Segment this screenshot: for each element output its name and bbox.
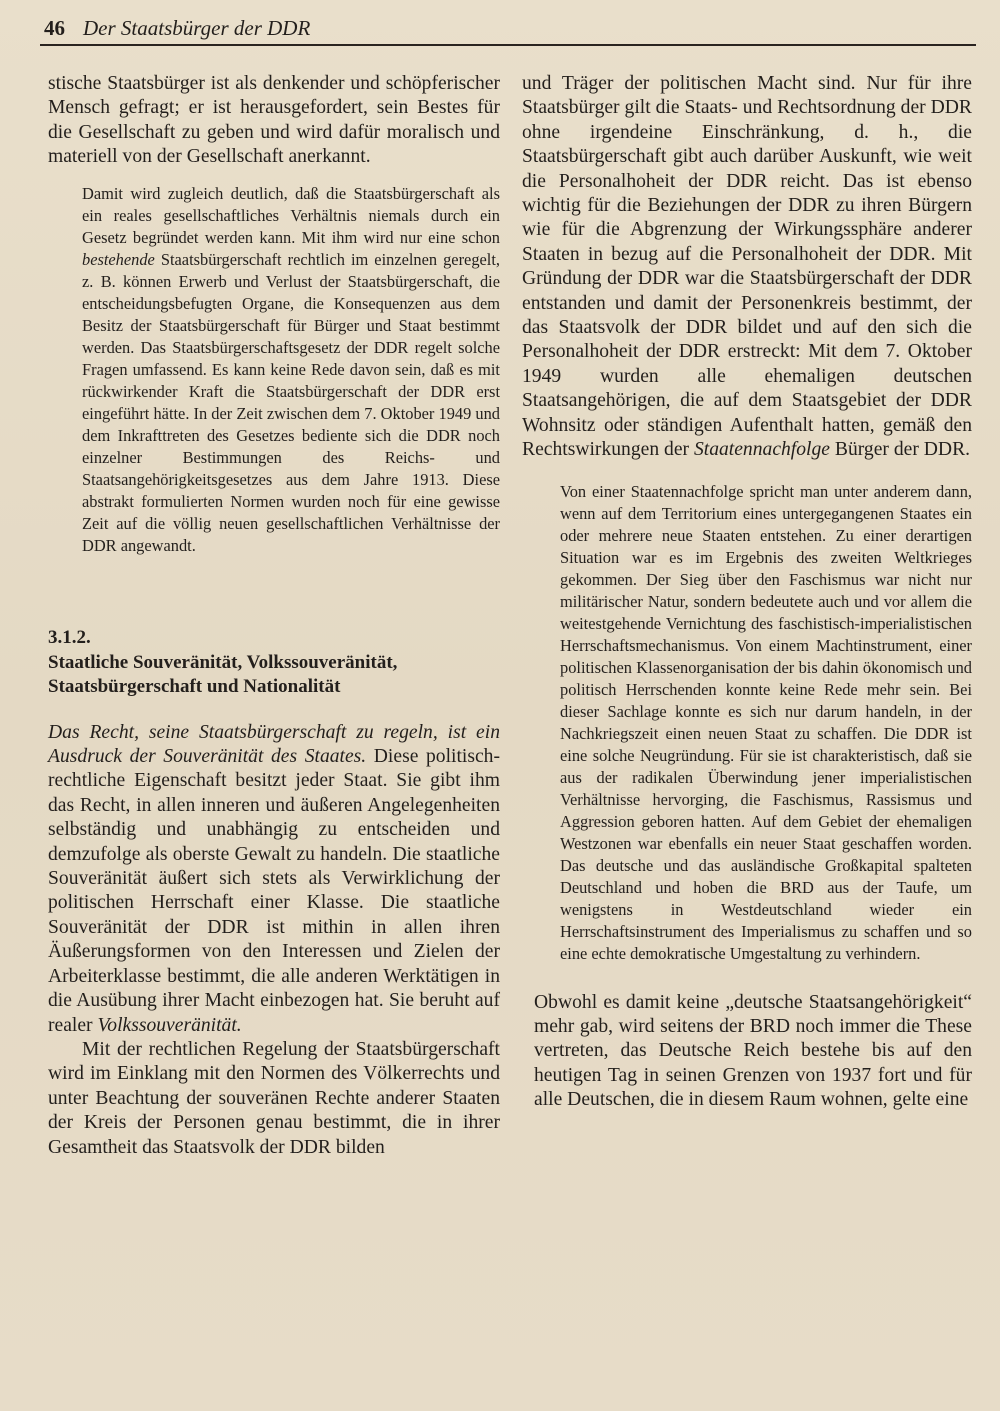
page-header [44,16,970,42]
header-rule [40,44,976,46]
left-paragraph-1: stische Staatsbürger ist als denkender und schöpferischer Mensch gefragt; er ist herausgefordert, sein Bestes für die Gesellschaft zu geben und wird dafür moralisch und materiell von der Gesellschaft anerkannt. [48,73,500,168]
note-text-a: Damit wird zugleich deutlich, daß die Staatsbürgerschaft als ein reales gesellschaftliches Verhältnis niemals durch ein Gesetz begründet werden kann. Mit ihm wird nur eine schon [82,183,500,247]
paragraph-2-text: Diese politisch-rechtliche Eigenschaft besitzt jeder Staat. Sie gibt ihm das Recht, in allen inneren und äußeren Angelegenheiten selbständig und unabhängig zu entscheiden und demzufolge als oberste Gewalt zu handeln. Die staatliche Souveränität äußert sich stets als Verwirklichung der politischen Herrschaft einer Klasse. Die staatliche Souveränität der DDR ist mithin in allen ihren Äußerungsformen von den Interessen und Zielen der Arbeiterklasse bestimmt, die alle anderen Werktätigen in die Ausübung ihrer Macht einbezogen hat. Sie beruht auf realer [48,746,500,1036]
left-paragraph-3: Mit der rechtlichen Regelung der Staatsbürgerschaft wird im Einklang mit den Normen des Völkerrechts und unter Beachtung der souveränen Rechte anderer Staaten der Kreis der Personen genau bestimmt, die in ihrer Gesamtheit das Staatsvolk der DDR bilden [48,1038,500,1158]
running-title: Der Staatsbürger der DDR [83,16,311,40]
page-number: 46 [44,16,65,40]
section-title: Staatliche Souveränität, Volkssouveränität, Staatsbürgerschaft und Nationalität [48,651,398,697]
right-p1-emphasis: Staatennachfolge [693,439,830,461]
left-column [48,72,500,1160]
note-text-b: Staatsbürgerschaft rechtlich im einzelnen geregelt, z. B. können Erwerb und Verlust der Staatsbürgerschaft, die entscheidungsbefugten Organe, die Konsequenzen aus dem Besitz der Staatsbürgerschaft für Bürger und Staat bestimmt werden. Das Staatsbürgerschaftsgesetz der DDR regelt solche Fragen umfassend. Es kann keine Rede davon sein, daß es mit rückwirkender Kraft die Staatsbürgerschaft der DDR erst eingeführt hätte. In der Zeit zwischen dem 7. Oktober 1949 und dem Inkrafttreten des Gesetzes bediente sich die DDR noch einzelner Bestimmungen des Reichs- und Staatsangehörigkeitsgesetzes aus dem Jahre 1913. Diese abstrakt formulierten Normen wurden noch für eine gewisse Zeit auf die völlig neuen gesellschaftlichen Verhältnisse der DDR angewandt. [82,249,500,555]
right-p1-text-b: Bürger der DDR. [830,439,971,461]
right-note-paragraph: Von einer Staatennachfolge spricht man unter anderem dann, wenn auf dem Territorium eines untergegangenen Staates ein oder mehrere neue Staaten entstehen. Zu einer derartigen Situation war es im Ergebnis des zweiten Weltkrieges gekommen. Der Sieg über den Faschismus war nicht nur militärischer Natur, sondern bedeutete auch und vor allem die weitestgehende Vernichtung des faschistisch-imperialistischen Herrschaftsmechanismus. Von einem Machtinstrument, einer politischen Klassenorganisation der bis dahin ökonomisch und politisch Herrschenden konnte keine Rede mehr sein. Bei dieser Sachlage konnte es sich nur darum handeln, in der Nachkriegszeit einen neuen Staat zu schaffen. Die DDR ist eine solche Neugründung. Für sie ist charakteristisch, daß sie aus der radikalen Überwindung jener imperialistischen Verhältnisse hervorging, die Faschismus, Rassismus und Aggression geboren hatten. Auf dem Gebiet der ehemaligen Westzonen war ebenfalls ein neuer Staat geschaffen worden. Das deutsche und das ausländische Großkapital spalteten Deutschland und hoben die BRD aus der Taufe, um wenigstens in Westdeutschland wieder ein Herrschaftsinstrument des Imperialismus zu schaffen und so eine echte demokratische Umgestaltung zu verhindern. [560,481,972,963]
right-paragraph-1 [522,72,972,463]
section-number: 3.1.2. [48,626,91,648]
right-column [522,72,972,1113]
paragraph-2-emphasis: Volkssouveränität. [97,1014,242,1036]
right-paragraph-2: Obwohl es damit keine „deutsche Staatsangehörigkeit“ mehr gab, wird seitens der BRD noch immer die These vertreten, das Deutsche Reich bestehe bis auf den heutigen Tag in seinen Grenzen von 1937 fort und für alle Deutschen, die in diesem Raum wohnen, gelte eine [534,991,972,1111]
left-note-paragraph [48,183,500,557]
right-p1-text-a: und Träger der politischen Macht sind. Nur für ihre Staatsbürger gilt die Staats- und Rechtsordnung der DDR ohne irgendeine Einschränkung, d. h., die Staatsbürgerschaft gibt auch darüber Auskunft, wie weit die Personalhoheit der DDR reicht. Das ist ebenso wichtig für die Beziehungen der DDR zu ihren Bürgern wie für die Abgrenzung der Wirkungssphäre anderer Staaten in bezug auf die Personalhoheit der DDR. Mit Gründung der DDR war die Staatsbürgerschaft der DDR entstanden und damit der Personenkreis bestimmt, der das Staatsvolk der DDR bildet und auf den sich die Personalhoheit der DDR erstreckt: Mit dem 7. Oktober 1949 wurden alle ehemaligen deutschen Staatsangehörigen, die auf dem Staatsgebiet der DDR Wohnsitz oder ständigen Aufenthalt hatten, gemäß den Rechtswirkungen der [522,73,972,461]
lead-italic-sentence: Das Recht, seine Staatsbürgerschaft zu regeln, ist ein Ausdruck der Souveränität des Staates. [48,721,500,768]
note-emphasis: bestehende [82,249,155,269]
left-paragraph-2 [48,721,500,1038]
